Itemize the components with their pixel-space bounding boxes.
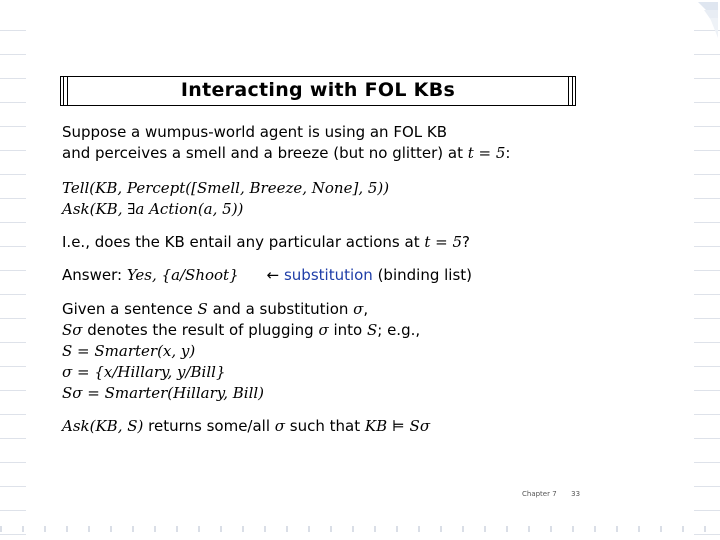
- ask-expression: Ask(KB, ∃a Action(a, 5)): [62, 200, 244, 218]
- question-text: I.e., does the KB entail any particular actions at: [62, 233, 425, 251]
- equation-3: Sσ = Smarter(Hillary, Bill): [62, 384, 265, 402]
- slide-title: Interacting with FOL KBs: [180, 79, 456, 101]
- intro-time-math: t = 5: [467, 144, 506, 162]
- given-line: [62, 299, 368, 319]
- final-math-2: σ: [274, 417, 286, 435]
- given-text: Given a sentence: [62, 300, 198, 318]
- binding-list-note: (binding list): [372, 266, 472, 284]
- denotes-math-2: σ: [318, 321, 329, 339]
- final-text: returns some/all: [143, 417, 275, 435]
- given-s-math: S: [197, 300, 208, 318]
- denotes-math-3: S: [366, 321, 378, 339]
- footer-chapter: Chapter 7: [522, 490, 557, 498]
- final-line: [62, 416, 430, 436]
- slide-footer: [522, 490, 580, 498]
- final-math-3: KB ⊨ Sσ: [364, 417, 431, 435]
- footer-page-number: 33: [571, 490, 581, 498]
- question-suffix: ?: [462, 233, 470, 251]
- left-arrow-icon: ←: [266, 266, 284, 284]
- corner-decoration-icon: [660, 0, 720, 40]
- equation-2: σ = {x/Hillary, y/Bill}: [62, 363, 226, 381]
- given-middle-text: and a substitution: [207, 300, 354, 318]
- given-suffix: ,: [363, 300, 369, 318]
- question-time-math: t = 5: [424, 233, 463, 251]
- answer-line: [62, 265, 472, 285]
- equation-1: S = Smarter(x, y): [62, 342, 196, 360]
- answer-label: Answer:: [62, 266, 127, 284]
- background-grid-left: [0, 30, 26, 540]
- intro-line-1: Suppose a wumpus-world agent is using an FOL KB: [62, 123, 448, 141]
- substitution-term: substitution: [283, 266, 373, 284]
- question-line: [62, 232, 470, 252]
- slide-title-box: [60, 76, 576, 106]
- final-math-1: Ask(KB, S): [62, 417, 144, 435]
- denotes-text-2: into: [328, 321, 367, 339]
- denotes-math-1: Sσ: [62, 321, 83, 339]
- final-text-2: such that: [285, 417, 365, 435]
- denotes-text: denotes the result of plugging: [82, 321, 319, 339]
- denotes-line: [62, 320, 420, 340]
- background-grid-bottom: [0, 526, 720, 532]
- background-grid-right: [694, 30, 720, 540]
- intro-line-2: [62, 143, 510, 163]
- tell-expression: Tell(KB, Percept([Smell, Breeze, None], 5)): [62, 179, 390, 197]
- answer-math: Yes, {a/Shoot}: [126, 266, 239, 284]
- given-sigma-math: σ: [353, 300, 364, 318]
- intro-text: and perceives a smell and a breeze (but no glitter) at: [62, 144, 468, 162]
- intro-suffix: :: [505, 144, 511, 162]
- denotes-suffix: ; e.g.,: [377, 321, 421, 339]
